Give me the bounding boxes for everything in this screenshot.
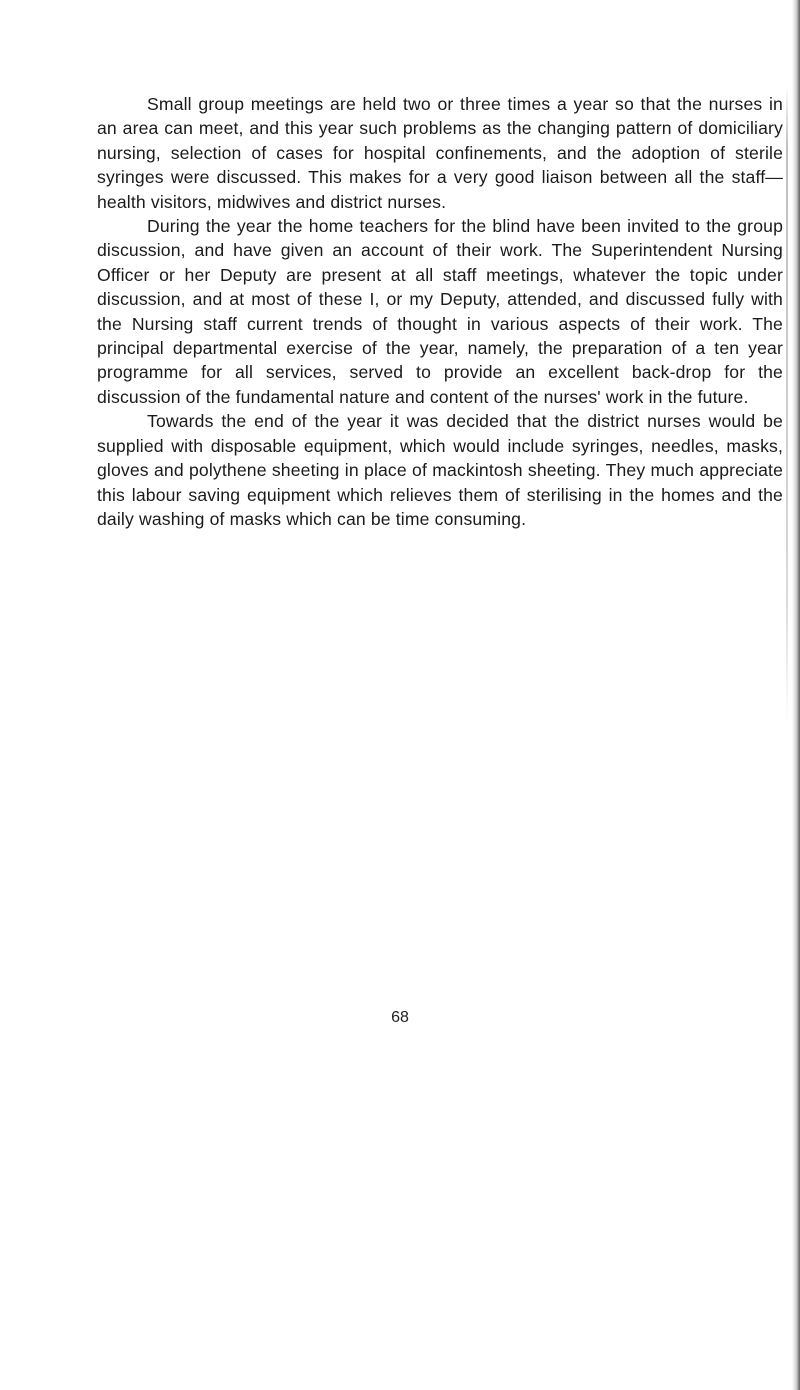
paragraph-disposable-equipment: Towards the end of the year it was decided that the district nurses would be supplied with disposable equipment, which would include syringes, needles, masks, gloves and polythene sheeting in place of mackintosh sheeting. They much appreciate this labour saving equipment which relieves them of sterilising in the homes and the daily washing of masks which can be time consuming. xyxy=(97,411,783,529)
page-edge-line xyxy=(786,85,788,725)
body-text xyxy=(97,92,783,531)
paragraph-home-teachers: During the year the home teachers for the blind have been invited to the group discussion, and have given an account of their work. The Superintendent Nursing Officer or her Deputy are present at all staff meetings, whatever the topic under discussion, and at most of these I, or my Deputy, attended, and discussed fully with the Nursing staff current trends of thought in various aspects of their work. The principal departmental exercise of the year, namely, the preparation of a ten year programme for all services, served to provide an excellent back-drop for the discussion of the fundamental nature and content of the nurses' work in the future. xyxy=(97,216,783,407)
page-number: 68 xyxy=(391,1009,409,1026)
page-edge-shadow xyxy=(792,0,800,1390)
paragraph-meetings: Small group meetings are held two or three times a year so that the nurses in an area can meet, and this year such problems as the changing pattern of domiciliary nursing, selection of cases for hospital confinements, and the adoption of sterile syringes were discussed. This makes for a very good liaison between all the staff—health visitors, midwives and district nurses. xyxy=(97,94,783,212)
